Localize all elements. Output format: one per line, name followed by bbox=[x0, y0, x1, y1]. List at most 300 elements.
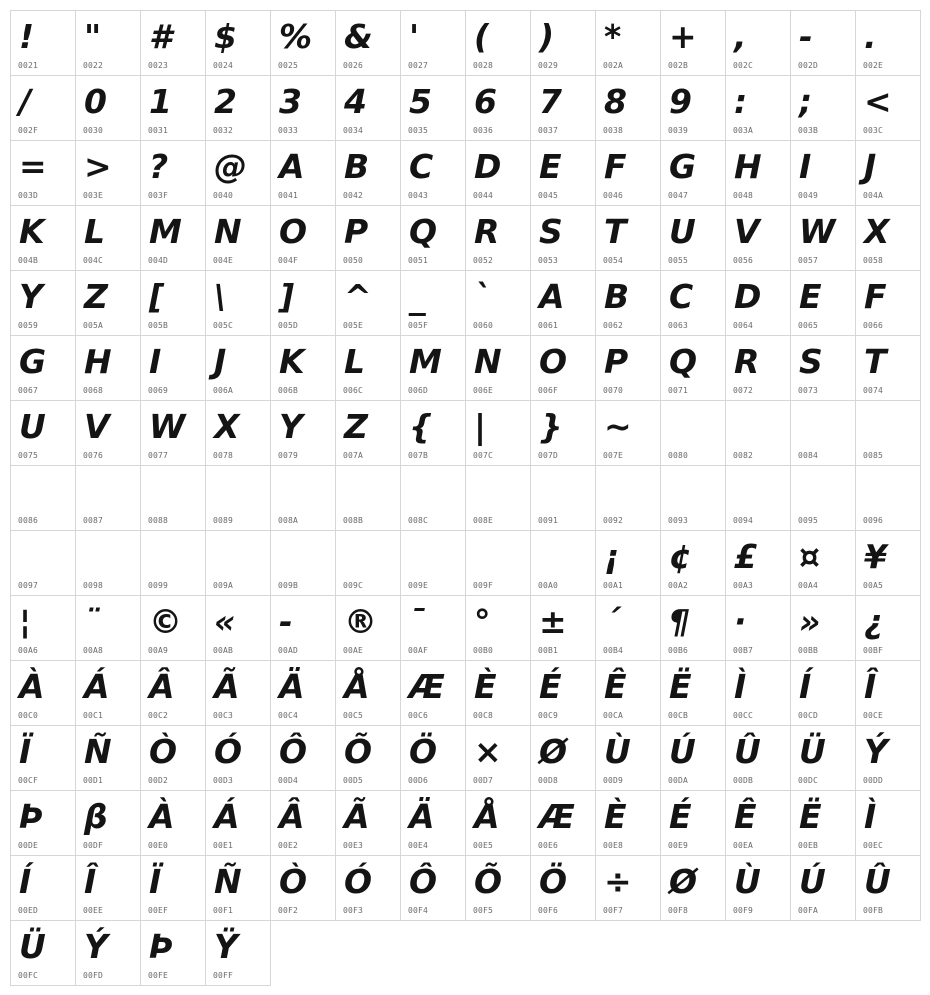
glyph-char: 7 bbox=[539, 82, 562, 121]
glyph-cell bbox=[75, 465, 141, 531]
glyph-codepoint: 007A bbox=[343, 451, 364, 460]
glyph-cell bbox=[725, 855, 791, 921]
glyph-char: ( bbox=[474, 17, 490, 56]
glyph-codepoint: 0058 bbox=[863, 256, 884, 265]
glyph-cell bbox=[75, 595, 141, 661]
glyph-codepoint: 00EC bbox=[863, 841, 884, 850]
glyph-char: 6 bbox=[474, 82, 497, 121]
glyph-cell bbox=[140, 10, 206, 76]
glyph-char: K bbox=[279, 342, 305, 381]
glyph-codepoint: 0024 bbox=[213, 61, 234, 70]
glyph-cell bbox=[790, 140, 856, 206]
glyph-codepoint: 0063 bbox=[668, 321, 689, 330]
glyph-cell bbox=[595, 465, 661, 531]
glyph-cell bbox=[270, 855, 336, 921]
glyph-cell bbox=[10, 75, 76, 141]
glyph-cell bbox=[270, 140, 336, 206]
glyph-codepoint: 004C bbox=[83, 256, 104, 265]
glyph-char: U bbox=[19, 407, 46, 446]
glyph-codepoint: 00F6 bbox=[538, 906, 559, 915]
glyph-cell bbox=[855, 725, 921, 791]
glyph-codepoint: 009A bbox=[213, 581, 234, 590]
glyph-cell bbox=[205, 335, 271, 401]
glyph-char: D bbox=[734, 277, 762, 316]
glyph-char: Ö bbox=[539, 862, 568, 901]
glyph-cell bbox=[790, 855, 856, 921]
glyph-char: β bbox=[84, 797, 108, 836]
glyph-cell bbox=[335, 335, 401, 401]
glyph-codepoint: 003D bbox=[18, 191, 39, 200]
glyph-codepoint: 0027 bbox=[408, 61, 429, 70]
glyph-char: Ñ bbox=[214, 862, 242, 901]
glyph-cell bbox=[855, 75, 921, 141]
glyph-codepoint: 0042 bbox=[343, 191, 364, 200]
glyph-char: Q bbox=[669, 342, 698, 381]
glyph-codepoint: 00D3 bbox=[213, 776, 234, 785]
glyph-codepoint: 0050 bbox=[343, 256, 364, 265]
glyph-char: ; bbox=[799, 82, 813, 121]
glyph-char: ± bbox=[539, 602, 567, 641]
glyph-char: W bbox=[799, 212, 836, 251]
glyph-cell bbox=[270, 270, 336, 336]
glyph-codepoint: 00B0 bbox=[473, 646, 494, 655]
glyph-cell bbox=[140, 790, 206, 856]
glyph-char: Ú bbox=[669, 732, 696, 771]
glyph-char: O bbox=[279, 212, 308, 251]
glyph-codepoint: 00AB bbox=[213, 646, 234, 655]
glyph-char: Ÿ bbox=[214, 927, 238, 966]
glyph-codepoint: 0051 bbox=[408, 256, 429, 265]
glyph-cell bbox=[725, 660, 791, 726]
glyph-char: Ù bbox=[604, 732, 631, 771]
glyph-codepoint: 0035 bbox=[408, 126, 429, 135]
glyph-cell bbox=[335, 530, 401, 596]
glyph-codepoint: 00E8 bbox=[603, 841, 624, 850]
glyph-cell bbox=[205, 855, 271, 921]
glyph-cell bbox=[400, 855, 466, 921]
glyph-cell bbox=[10, 335, 76, 401]
glyph-codepoint: 007D bbox=[538, 451, 559, 460]
glyph-char: { bbox=[409, 407, 433, 446]
glyph-char: M bbox=[409, 342, 442, 381]
glyph-char: ° bbox=[474, 602, 491, 641]
glyph-codepoint: 0075 bbox=[18, 451, 39, 460]
glyph-codepoint: 002F bbox=[18, 126, 39, 135]
glyph-codepoint: 0088 bbox=[148, 516, 169, 525]
glyph-char: Ì bbox=[864, 797, 877, 836]
glyph-cell bbox=[725, 595, 791, 661]
glyph-codepoint: 00FB bbox=[863, 906, 884, 915]
glyph-cell bbox=[725, 75, 791, 141]
glyph-cell bbox=[790, 10, 856, 76]
glyph-char: Ý bbox=[84, 927, 108, 966]
glyph-codepoint: 0043 bbox=[408, 191, 429, 200]
glyph-cell bbox=[530, 855, 596, 921]
glyph-codepoint: 0066 bbox=[863, 321, 884, 330]
glyph-cell bbox=[400, 465, 466, 531]
glyph-char: * bbox=[604, 17, 622, 56]
glyph-cell bbox=[725, 140, 791, 206]
glyph-cell bbox=[270, 790, 336, 856]
glyph-char: : bbox=[734, 82, 748, 121]
glyph-cell bbox=[660, 140, 726, 206]
glyph-codepoint: 005B bbox=[148, 321, 169, 330]
glyph-cell bbox=[855, 205, 921, 271]
glyph-char: S bbox=[799, 342, 823, 381]
glyph-cell bbox=[335, 465, 401, 531]
glyph-cell bbox=[10, 10, 76, 76]
glyph-codepoint: 00E2 bbox=[278, 841, 299, 850]
glyph-char: ¯ bbox=[409, 602, 426, 641]
glyph-codepoint: 00D1 bbox=[83, 776, 104, 785]
glyph-char: S bbox=[539, 212, 563, 251]
glyph-char: Ñ bbox=[84, 732, 112, 771]
glyph-cell bbox=[10, 595, 76, 661]
glyph-codepoint: 00DB bbox=[733, 776, 754, 785]
glyph-cell bbox=[140, 465, 206, 531]
glyph-char: | bbox=[474, 407, 487, 446]
glyph-cell bbox=[790, 530, 856, 596]
glyph-cell bbox=[140, 660, 206, 726]
glyph-cell bbox=[595, 400, 661, 466]
glyph-codepoint: 0031 bbox=[148, 126, 169, 135]
glyph-char: Ä bbox=[409, 797, 435, 836]
glyph-cell bbox=[465, 465, 531, 531]
glyph-cell bbox=[205, 725, 271, 791]
glyph-char: ~ bbox=[604, 407, 632, 446]
glyph-char: 0 bbox=[84, 82, 107, 121]
glyph-char: ¡ bbox=[604, 537, 620, 576]
glyph-cell bbox=[790, 465, 856, 531]
glyph-char: C bbox=[669, 277, 694, 316]
glyph-char: Â bbox=[279, 797, 305, 836]
glyph-char: H bbox=[734, 147, 762, 186]
glyph-cell bbox=[75, 75, 141, 141]
glyph-char: B bbox=[344, 147, 370, 186]
glyph-codepoint: 00A1 bbox=[603, 581, 624, 590]
glyph-char: ¥ bbox=[864, 537, 887, 576]
glyph-char: 4 bbox=[344, 82, 367, 121]
glyph-codepoint: 00D2 bbox=[148, 776, 169, 785]
glyph-codepoint: 006A bbox=[213, 386, 234, 395]
glyph-codepoint: 00AE bbox=[343, 646, 364, 655]
glyph-cell bbox=[595, 790, 661, 856]
glyph-codepoint: 00C3 bbox=[213, 711, 234, 720]
glyph-char: Ø bbox=[669, 862, 698, 901]
glyph-char: # bbox=[149, 17, 172, 56]
glyph-cell bbox=[335, 400, 401, 466]
glyph-codepoint: 009B bbox=[278, 581, 299, 590]
glyph-codepoint: 00B4 bbox=[603, 646, 624, 655]
glyph-char: 5 bbox=[409, 82, 432, 121]
glyph-cell bbox=[75, 920, 141, 986]
glyph-codepoint: 0089 bbox=[213, 516, 234, 525]
glyph-cell bbox=[465, 10, 531, 76]
glyph-cell bbox=[725, 725, 791, 791]
glyph-cell bbox=[660, 10, 726, 76]
glyph-char: ] bbox=[279, 277, 295, 316]
glyph-char: Ó bbox=[344, 862, 373, 901]
glyph-char: E bbox=[539, 147, 562, 186]
glyph-cell bbox=[10, 465, 76, 531]
glyph-char: È bbox=[474, 667, 497, 706]
glyph-char: ¤ bbox=[799, 537, 820, 576]
glyph-cell bbox=[335, 595, 401, 661]
glyph-cell bbox=[205, 400, 271, 466]
glyph-cell bbox=[660, 270, 726, 336]
glyph-codepoint: 005D bbox=[278, 321, 299, 330]
glyph-cell bbox=[270, 75, 336, 141]
glyph-cell bbox=[465, 660, 531, 726]
glyph-char: ¢ bbox=[669, 537, 692, 576]
glyph-cell bbox=[400, 10, 466, 76]
glyph-cell bbox=[140, 75, 206, 141]
glyph-codepoint: 0071 bbox=[668, 386, 689, 395]
glyph-char: À bbox=[149, 797, 175, 836]
glyph-codepoint: 00C6 bbox=[408, 711, 429, 720]
glyph-codepoint: 00C9 bbox=[538, 711, 559, 720]
glyph-codepoint: 008E bbox=[473, 516, 494, 525]
glyph-cell bbox=[660, 855, 726, 921]
glyph-codepoint: 0034 bbox=[343, 126, 364, 135]
glyph-cell bbox=[660, 400, 726, 466]
glyph-codepoint: 00F5 bbox=[473, 906, 494, 915]
glyph-cell bbox=[10, 400, 76, 466]
glyph-char: Ô bbox=[279, 732, 308, 771]
glyph-cell bbox=[725, 465, 791, 531]
glyph-char: Û bbox=[864, 862, 891, 901]
glyph-char: ´ bbox=[604, 602, 621, 641]
glyph-cell bbox=[855, 140, 921, 206]
glyph-cell bbox=[335, 75, 401, 141]
glyph-cell bbox=[595, 335, 661, 401]
glyph-char: Ï bbox=[149, 862, 162, 901]
glyph-char: ÷ bbox=[604, 862, 632, 901]
glyph-codepoint: 009F bbox=[473, 581, 494, 590]
glyph-char: ^ bbox=[344, 277, 372, 316]
glyph-cell bbox=[855, 400, 921, 466]
glyph-char: Þ bbox=[149, 927, 174, 966]
glyph-cell bbox=[465, 75, 531, 141]
glyph-codepoint: 00E9 bbox=[668, 841, 689, 850]
glyph-codepoint: 0080 bbox=[668, 451, 689, 460]
glyph-codepoint: 004F bbox=[278, 256, 299, 265]
glyph-cell bbox=[530, 465, 596, 531]
glyph-cell bbox=[205, 140, 271, 206]
glyph-codepoint: 00BB bbox=[798, 646, 819, 655]
glyph-cell bbox=[790, 595, 856, 661]
glyph-char: F bbox=[604, 147, 627, 186]
glyph-cell bbox=[530, 660, 596, 726]
glyph-codepoint: 0061 bbox=[538, 321, 559, 330]
glyph-char: Ò bbox=[279, 862, 308, 901]
glyph-codepoint: 00A3 bbox=[733, 581, 754, 590]
glyph-codepoint: 0087 bbox=[83, 516, 104, 525]
glyph-cell bbox=[595, 270, 661, 336]
glyph-codepoint: 003B bbox=[798, 126, 819, 135]
glyph-cell bbox=[855, 465, 921, 531]
glyph-codepoint: 00EE bbox=[83, 906, 104, 915]
glyph-char: ¶ bbox=[669, 602, 690, 641]
glyph-cell bbox=[10, 920, 76, 986]
glyph-char: Ú bbox=[799, 862, 826, 901]
glyph-char: F bbox=[864, 277, 887, 316]
glyph-cell bbox=[75, 335, 141, 401]
glyph-char: T bbox=[604, 212, 627, 251]
glyph-char: Ï bbox=[19, 732, 32, 771]
glyph-codepoint: 0041 bbox=[278, 191, 299, 200]
glyph-codepoint: 0069 bbox=[148, 386, 169, 395]
glyph-cell bbox=[335, 140, 401, 206]
glyph-codepoint: 00D6 bbox=[408, 776, 429, 785]
glyph-char: Ã bbox=[214, 667, 240, 706]
glyph-char: È bbox=[604, 797, 627, 836]
glyph-codepoint: 0086 bbox=[18, 516, 39, 525]
glyph-char: Ù bbox=[734, 862, 761, 901]
glyph-char: O bbox=[539, 342, 568, 381]
glyph-char: D bbox=[474, 147, 502, 186]
glyph-codepoint: 00CB bbox=[668, 711, 689, 720]
glyph-char: T bbox=[864, 342, 887, 381]
glyph-codepoint: 00EF bbox=[148, 906, 169, 915]
glyph-char: Ø bbox=[539, 732, 568, 771]
glyph-char: R bbox=[734, 342, 760, 381]
glyph-cell bbox=[725, 10, 791, 76]
glyph-char: 3 bbox=[279, 82, 302, 121]
glyph-char: Ä bbox=[279, 667, 305, 706]
glyph-cell bbox=[140, 855, 206, 921]
glyph-cell bbox=[400, 400, 466, 466]
glyph-char: R bbox=[474, 212, 500, 251]
glyph-cell bbox=[140, 400, 206, 466]
glyph-codepoint: 002A bbox=[603, 61, 624, 70]
glyph-codepoint: 0028 bbox=[473, 61, 494, 70]
glyph-codepoint: 00A2 bbox=[668, 581, 689, 590]
glyph-codepoint: 0046 bbox=[603, 191, 624, 200]
glyph-cell bbox=[465, 595, 531, 661]
glyph-cell bbox=[595, 530, 661, 596]
glyph-codepoint: 009C bbox=[343, 581, 364, 590]
glyph-cell bbox=[465, 790, 531, 856]
glyph-cell bbox=[530, 10, 596, 76]
glyph-codepoint: 00A6 bbox=[18, 646, 39, 655]
glyph-cell bbox=[75, 205, 141, 271]
glyph-cell bbox=[790, 270, 856, 336]
glyph-char: } bbox=[539, 407, 563, 446]
glyph-cell bbox=[530, 75, 596, 141]
glyph-cell bbox=[75, 790, 141, 856]
glyph-cell bbox=[335, 725, 401, 791]
glyph-codepoint: 00FD bbox=[83, 971, 104, 980]
glyph-codepoint: 00FE bbox=[148, 971, 169, 980]
glyph-codepoint: 0032 bbox=[213, 126, 234, 135]
glyph-cell bbox=[140, 530, 206, 596]
glyph-char: Ý bbox=[864, 732, 888, 771]
glyph-codepoint: 003F bbox=[148, 191, 169, 200]
glyph-cell bbox=[595, 75, 661, 141]
glyph-cell bbox=[270, 725, 336, 791]
glyph-char: B bbox=[604, 277, 630, 316]
glyph-codepoint: 00C1 bbox=[83, 711, 104, 720]
glyph-cell bbox=[10, 855, 76, 921]
glyph-char: Á bbox=[84, 667, 110, 706]
glyph-cell bbox=[530, 205, 596, 271]
glyph-codepoint: 006F bbox=[538, 386, 559, 395]
glyph-char: 2 bbox=[214, 82, 237, 121]
glyph-codepoint: 00A0 bbox=[538, 581, 559, 590]
glyph-codepoint: 008B bbox=[343, 516, 364, 525]
glyph-cell bbox=[465, 140, 531, 206]
glyph-codepoint: 0098 bbox=[83, 581, 104, 590]
glyph-char: Z bbox=[84, 277, 108, 316]
glyph-char: V bbox=[734, 212, 760, 251]
glyph-codepoint: 00A8 bbox=[83, 646, 104, 655]
glyph-cell bbox=[530, 725, 596, 791]
glyph-codepoint: 0078 bbox=[213, 451, 234, 460]
glyph-codepoint: 0076 bbox=[83, 451, 104, 460]
glyph-char: I bbox=[799, 147, 812, 186]
glyph-char: Î bbox=[864, 667, 877, 706]
glyph-char: Î bbox=[84, 862, 97, 901]
glyph-char: Ó bbox=[214, 732, 243, 771]
glyph-cell bbox=[75, 660, 141, 726]
glyph-codepoint: 0072 bbox=[733, 386, 754, 395]
glyph-cell bbox=[400, 660, 466, 726]
glyph-char: J bbox=[214, 342, 227, 381]
glyph-cell bbox=[725, 530, 791, 596]
glyph-codepoint: 00AF bbox=[408, 646, 429, 655]
glyph-char: Å bbox=[344, 667, 370, 706]
glyph-char: Ë bbox=[669, 667, 692, 706]
glyph-char: Á bbox=[214, 797, 240, 836]
glyph-char: Y bbox=[19, 277, 43, 316]
glyph-cell bbox=[855, 10, 921, 76]
glyph-char: © bbox=[149, 602, 182, 641]
glyph-codepoint: 00ED bbox=[18, 906, 39, 915]
glyph-cell bbox=[790, 75, 856, 141]
glyph-char: Ë bbox=[799, 797, 822, 836]
glyph-char: P bbox=[604, 342, 629, 381]
glyph-cell bbox=[270, 10, 336, 76]
glyph-char: " bbox=[84, 17, 102, 56]
glyph-codepoint: 0077 bbox=[148, 451, 169, 460]
glyph-char: Ê bbox=[734, 797, 757, 836]
glyph-cell bbox=[205, 595, 271, 661]
glyph-codepoint: 00DF bbox=[83, 841, 104, 850]
glyph-codepoint: 004B bbox=[18, 256, 39, 265]
glyph-codepoint: 003C bbox=[863, 126, 884, 135]
glyph-char: & bbox=[344, 17, 373, 56]
glyph-codepoint: 0037 bbox=[538, 126, 559, 135]
glyph-char: + bbox=[669, 17, 697, 56]
glyph-codepoint: 0095 bbox=[798, 516, 819, 525]
glyph-char: , bbox=[734, 17, 747, 56]
glyph-char: M bbox=[149, 212, 182, 251]
glyph-cell bbox=[10, 790, 76, 856]
glyph-cell bbox=[335, 10, 401, 76]
glyph-char: @ bbox=[214, 147, 247, 186]
glyph-codepoint: 002B bbox=[668, 61, 689, 70]
glyph-cell bbox=[270, 530, 336, 596]
glyph-cell bbox=[10, 270, 76, 336]
glyph-cell bbox=[205, 530, 271, 596]
glyph-char: N bbox=[214, 212, 242, 251]
glyph-char: V bbox=[84, 407, 110, 446]
glyph-cell bbox=[75, 725, 141, 791]
glyph-codepoint: 0084 bbox=[798, 451, 819, 460]
glyph-codepoint: 0079 bbox=[278, 451, 299, 460]
glyph-char: _ bbox=[409, 277, 426, 316]
